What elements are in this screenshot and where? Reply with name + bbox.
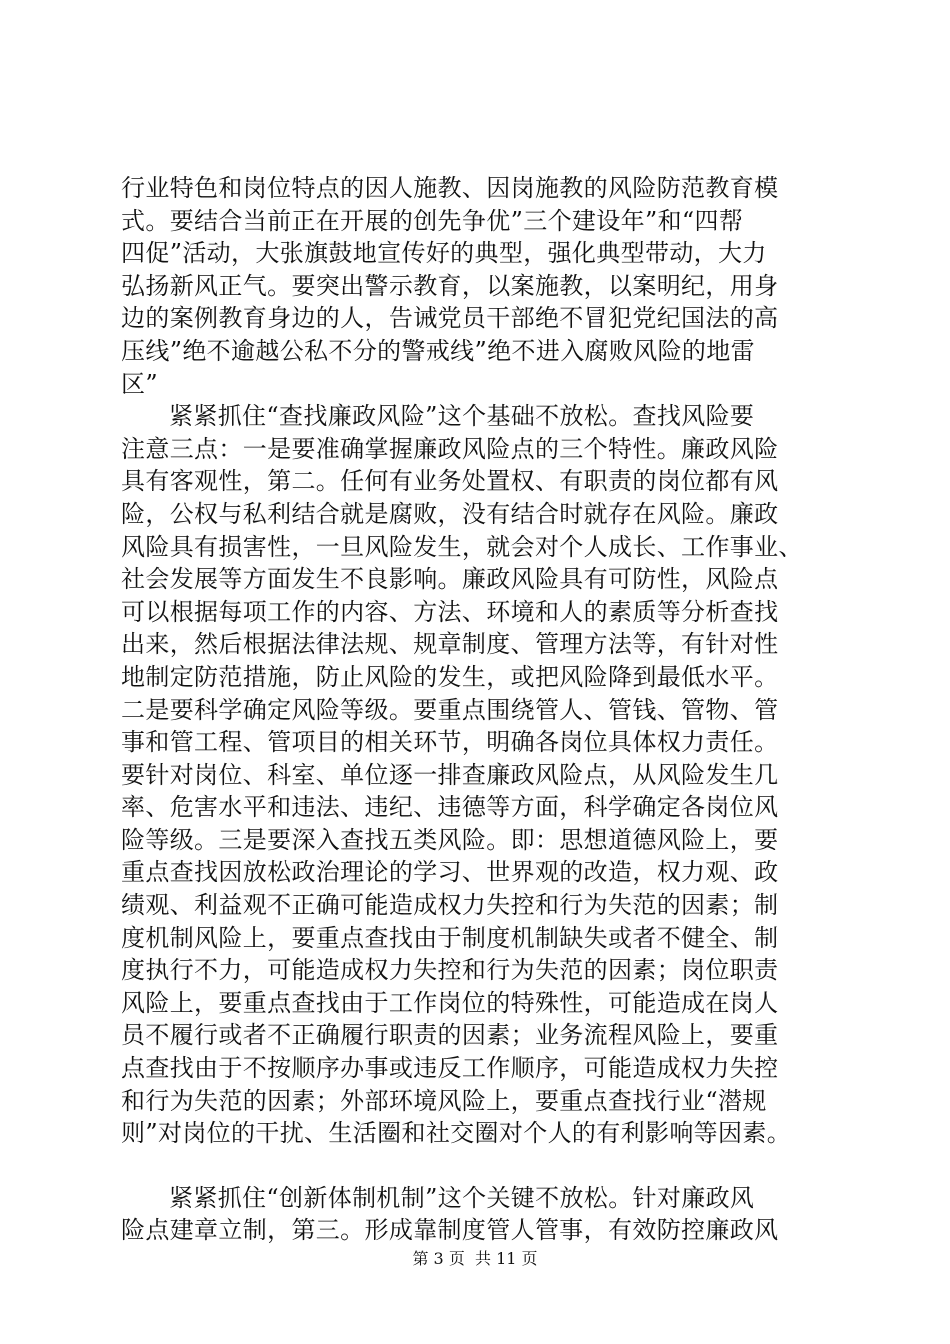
text-line: 员不履行或者不正确履行职责的因素；业务流程风险上，要重 xyxy=(121,1021,779,1050)
text-line: 要针对岗位、科室、单位逐一排查廉政风险点，从风险发生几 xyxy=(121,760,779,789)
text-line: 紧紧抓住“创新体制机制”这个关键不放松。针对廉政风 xyxy=(169,1183,755,1212)
text-line: 险，公权与私利结合就是腐败，没有结合时就存在风险。廉政 xyxy=(121,499,779,528)
text-line: 弘扬新风正气。要突出警示教育，以案施教，以案明纪，用身 xyxy=(121,271,779,300)
page-footer xyxy=(0,1246,950,1269)
text-line: 四促”活动，大张旗鼓地宣传好的典型，强化典型带动，大力 xyxy=(121,239,767,268)
text-line: 绩观、利益观不正确可能造成权力失控和行为失范的因素；制 xyxy=(121,891,779,920)
text-line: 度机制风险上，要重点查找由于制度机制缺失或者不健全、制 xyxy=(121,923,779,952)
text-line: 边的案例教育身边的人，告诫党员干部绝不冒犯党纪国法的高 xyxy=(121,304,779,333)
paragraph xyxy=(121,400,837,1150)
text-line: 事和管工程、管项目的相关环节，明确各岗位具体权力责任。 xyxy=(121,728,779,757)
paragraph-gap xyxy=(121,1150,837,1182)
text-line: 社会发展等方面发生不良影响。廉政风险具有可防性，风险点 xyxy=(121,565,779,594)
text-line: 紧紧抓住“查找廉政风险”这个基础不放松。查找风险要 xyxy=(169,402,755,431)
text-line: 地制定防范措施，防止风险的发生，或把风险降到最低水平。 xyxy=(121,662,779,691)
text-line: 二是要科学确定风险等级。要重点围绕管人、管钱、管物、管 xyxy=(121,695,779,724)
text-line: 注意三点：一是要准确掌握廉政风险点的三个特性。廉政风险 xyxy=(121,434,779,463)
text-line: 出来，然后根据法律法规、规章制度、管理方法等，有针对性 xyxy=(121,630,779,659)
text-line: 风险具有损害性，一旦风险发生，就会对个人成长、工作事业、 xyxy=(121,532,803,561)
text-line: 险等级。三是要深入查找五类风险。即：思想道德风险上，要 xyxy=(121,825,779,854)
text-line: 区” xyxy=(121,369,158,398)
text-line: 率、危害水平和违法、违纪、违德等方面，科学确定各岗位风 xyxy=(121,793,779,822)
text-line: 具有客观性，第二。任何有业务处置权、有职责的岗位都有风 xyxy=(121,467,779,496)
text-line: 压线”绝不逾越公私不分的警戒线”绝不进入腐败风险的地雷 xyxy=(121,336,755,365)
text-line: 式。要结合当前正在开展的创先争优”三个建设年”和“四帮 xyxy=(121,206,744,235)
text-line: 重点查找因放松政治理论的学习、世界观的改造，权力观、政 xyxy=(121,858,779,887)
page-number-label: 第 3 页 共 11 页 xyxy=(412,1249,538,1268)
text-line: 险点建章立制，第三。形成靠制度管人管事，有效防控廉政风 xyxy=(121,1216,779,1245)
text-line: 度执行不力，可能造成权力失控和行为失范的因素；岗位职责 xyxy=(121,956,779,985)
text-line: 风险上，要重点查找由于工作岗位的特殊性，可能造成在岗人 xyxy=(121,988,779,1017)
document-body xyxy=(121,172,837,1247)
text-line: 点查找由于不按顺序办事或违反工作顺序，可能造成权力失控 xyxy=(121,1054,779,1083)
text-line: 和行为失范的因素；外部环境风险上，要重点查找行业“潜规 xyxy=(121,1086,767,1115)
paragraph xyxy=(121,172,837,400)
paragraph xyxy=(121,1182,837,1247)
text-line: 行业特色和岗位特点的因人施教、因岗施教的风险防范教育模 xyxy=(121,174,779,202)
text-line: 可以根据每项工作的内容、方法、环境和人的素质等分析查找 xyxy=(121,597,779,626)
text-line: 则”对岗位的干扰、生活圈和社交圈对个人的有利影响等因素。 xyxy=(121,1119,792,1148)
